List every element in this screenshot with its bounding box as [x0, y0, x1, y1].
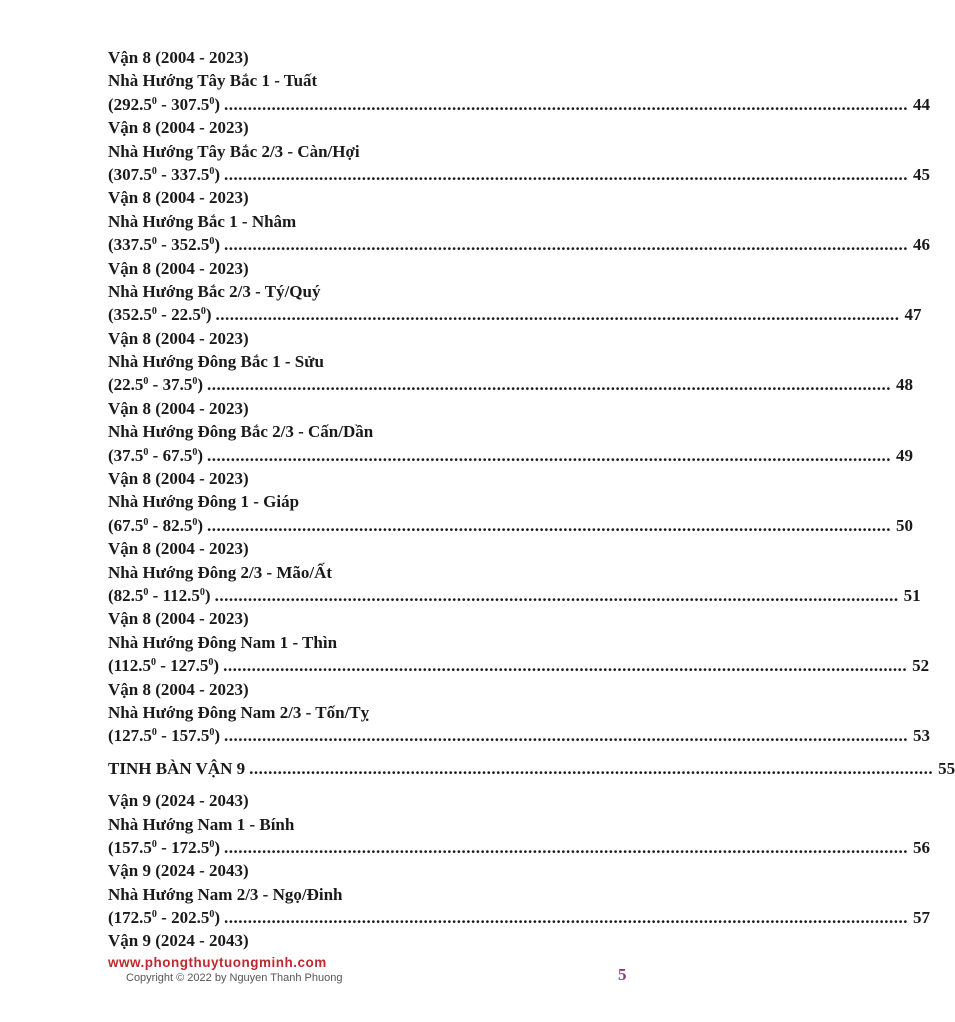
toc-title-line: Nhà Hướng Đông 1 - Giáp	[108, 492, 300, 512]
toc-period-line: Vận 9 (2024 - 2043)	[108, 791, 249, 811]
toc-period-line: Vận 8 (2004 - 2023)	[108, 679, 249, 699]
toc-degree-range: (82.5$^0$ - 112.5$^0$)	[108, 585, 211, 605]
toc-entry[interactable]	[108, 467, 914, 537]
footer-website: www.phongthuytuongminh.com	[108, 955, 327, 970]
page-number: 5	[618, 965, 627, 984]
toc-title-line: Nhà Hướng Đông Bắc 2/3 - Cấn/Dần	[108, 422, 374, 442]
toc-entry[interactable]	[108, 789, 931, 859]
dot-leader: ................................................................................................................................................	[224, 94, 909, 114]
toc-period-line: Vận 8 (2004 - 2023)	[108, 328, 249, 348]
dot-leader: ................................................................................................................................................	[249, 758, 934, 778]
toc-entry[interactable]	[108, 327, 914, 397]
dot-leader: ................................................................................................................................................	[223, 656, 908, 676]
toc-degree-range: (67.5$^0$ - 82.5$^0$)	[108, 515, 204, 535]
toc-degree-range: (172.5$^0$ - 202.5$^0$)	[108, 908, 221, 928]
toc-entry[interactable]	[108, 186, 931, 256]
toc-entry[interactable]	[108, 607, 930, 677]
toc-period-line: Vận 8 (2004 - 2023)	[108, 188, 249, 208]
dot-leader: ................................................................................................................................................	[224, 908, 909, 928]
toc-page-number: 55	[938, 758, 955, 778]
toc-entry[interactable]	[108, 116, 931, 186]
toc-period-line: Vận 9 (2024 - 2043)	[108, 861, 249, 881]
toc-title-line: Nhà Hướng Tây Bắc 1 - Tuất	[108, 71, 318, 91]
toc-page-number: 47	[904, 305, 922, 325]
table-of-contents	[108, 46, 955, 953]
toc-period-line: Vận 8 (2004 - 2023)	[108, 48, 249, 67]
toc-page-number: 45	[913, 164, 931, 184]
toc-period-line: Vận 9 (2024 - 2043)	[108, 931, 249, 951]
toc-period-line: Vận 8 (2004 - 2023)	[108, 539, 249, 559]
dot-leader: ................................................................................................................................................	[224, 726, 909, 746]
toc-entry[interactable]	[108, 537, 921, 607]
toc-title-line: Nhà Hướng Đông Nam 2/3 - Tốn/Tỵ	[108, 702, 370, 722]
toc-degree-range: (292.5$^0$ - 307.5$^0$)	[108, 94, 221, 114]
dot-leader: ................................................................................................................................................	[224, 837, 909, 857]
toc-page-number: 51	[903, 585, 921, 605]
toc-period-line: Vận 8 (2004 - 2023)	[108, 118, 249, 138]
toc-title-line: Nhà Hướng Bắc 2/3 - Tý/Quý	[108, 281, 321, 301]
dot-leader: ................................................................................................................................................	[215, 305, 900, 325]
toc-page-number: 57	[913, 908, 931, 928]
toc-degree-range: (127.5$^0$ - 157.5$^0$)	[108, 726, 221, 746]
toc-entry[interactable]	[108, 678, 931, 748]
toc-degree-range: (112.5$^0$ - 127.5$^0$)	[108, 656, 220, 676]
dot-leader: ................................................................................................................................................	[207, 445, 892, 465]
toc-degree-range: (37.5$^0$ - 67.5$^0$)	[108, 445, 204, 465]
toc-entry[interactable]	[108, 859, 931, 929]
toc-degree-range: (157.5$^0$ - 172.5$^0$)	[108, 837, 221, 857]
toc-page-number: 44	[913, 94, 931, 114]
dot-leader: ................................................................................................................................................	[207, 515, 892, 535]
toc-page-number: 49	[896, 445, 914, 465]
toc-period-line: Vận 8 (2004 - 2023)	[108, 469, 249, 489]
toc-degree-range: (307.5$^0$ - 337.5$^0$)	[108, 164, 221, 184]
toc-section-title: TINH BÀN VẬN 9	[108, 758, 246, 778]
toc-page-number: 52	[912, 656, 930, 676]
toc-period-line: Vận 8 (2004 - 2023)	[108, 258, 249, 278]
footer-copyright: Copyright © 2022 by Nguyen Thanh Phuong	[126, 972, 343, 984]
toc-entry[interactable]	[108, 46, 931, 116]
toc-entry[interactable]	[108, 257, 922, 327]
toc-section-heading[interactable]	[108, 757, 955, 780]
toc-title-line: Nhà Hướng Đông 2/3 - Mão/Ất	[108, 562, 333, 582]
toc-title-line: Nhà Hướng Bắc 1 - Nhâm	[108, 211, 297, 231]
toc-page-number: 56	[913, 837, 931, 857]
toc-page-number: 46	[913, 235, 931, 255]
toc-period-line: Vận 8 (2004 - 2023)	[108, 398, 249, 418]
toc-degree-range: (337.5$^0$ - 352.5$^0$)	[108, 235, 221, 255]
toc-title-line: Nhà Hướng Nam 2/3 - Ngọ/Đinh	[108, 884, 343, 904]
toc-entry[interactable]	[108, 397, 914, 467]
toc-degree-range: (352.5$^0$ - 22.5$^0$)	[108, 305, 212, 325]
toc-title-line: Nhà Hướng Tây Bắc 2/3 - Càn/Hợi	[108, 141, 360, 161]
dot-leader: ................................................................................................................................................	[214, 585, 899, 605]
toc-page-number: 48	[896, 375, 914, 395]
toc-period-line: Vận 8 (2004 - 2023)	[108, 609, 249, 629]
toc-page-number: 53	[913, 726, 931, 746]
toc-title-line: Nhà Hướng Đông Bắc 1 - Sửu	[108, 352, 324, 372]
dot-leader: ................................................................................................................................................	[224, 235, 909, 255]
toc-degree-range: (22.5$^0$ - 37.5$^0$)	[108, 375, 204, 395]
dot-leader: ................................................................................................................................................	[207, 375, 892, 395]
toc-page-number: 50	[896, 515, 914, 535]
dot-leader: ................................................................................................................................................	[224, 164, 909, 184]
toc-title-line: Nhà Hướng Nam 1 - Bính	[108, 814, 295, 834]
toc-title-line: Nhà Hướng Đông Nam 1 - Thìn	[108, 632, 338, 652]
